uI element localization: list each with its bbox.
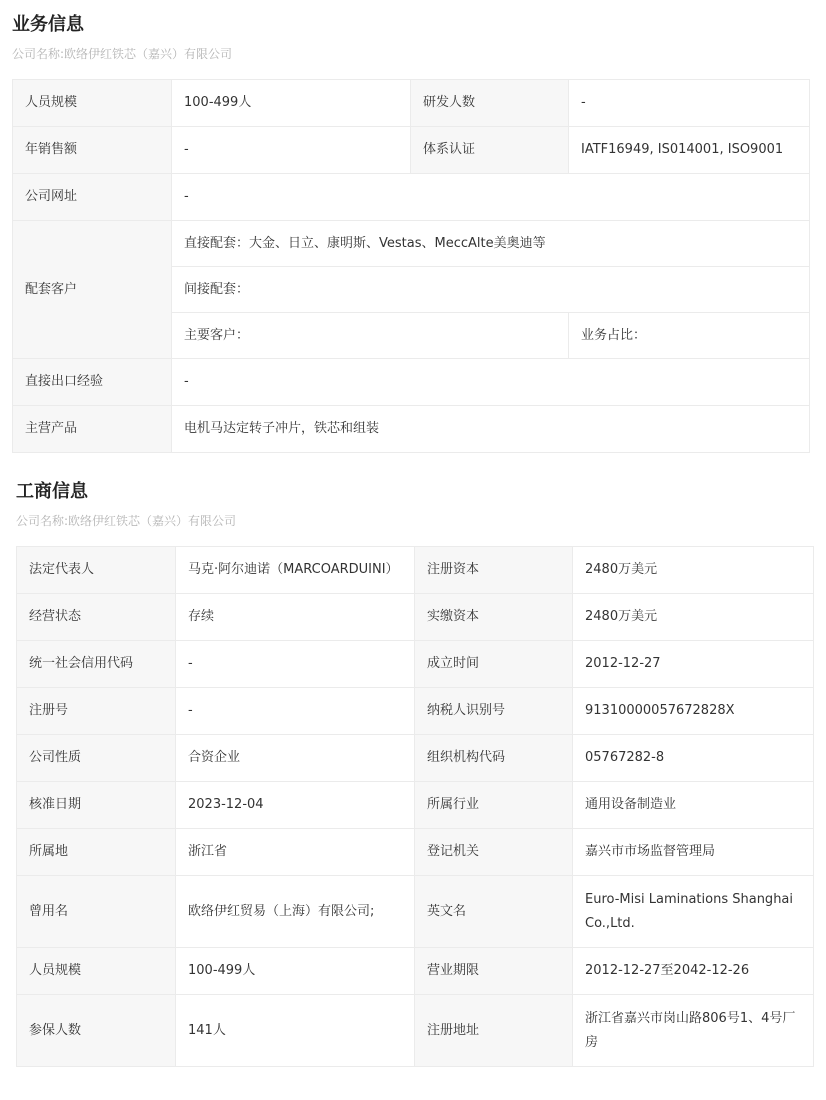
field-label: 所属行业 xyxy=(415,782,573,829)
table-row xyxy=(13,174,810,221)
field-label: 所属地 xyxy=(17,829,176,876)
table-row xyxy=(17,995,814,1067)
products-value: 电机马达定转子冲片，铁芯和组装 xyxy=(172,406,810,453)
field-value: 05767282-8 xyxy=(573,735,814,782)
table-row xyxy=(17,547,814,594)
field-value: 2012-12-27 xyxy=(573,641,814,688)
certification-value: IATF16949, IS014001, ISO9001 xyxy=(569,127,810,174)
indirect-customers-value: 间接配套： xyxy=(172,267,810,313)
field-label: 参保人数 xyxy=(17,995,176,1067)
field-label: 核准日期 xyxy=(17,782,176,829)
table-row xyxy=(13,80,810,127)
field-value: 存续 xyxy=(176,594,415,641)
rd-staff-label: 研发人数 xyxy=(411,80,569,127)
table-row xyxy=(17,594,814,641)
field-value: 嘉兴市市场监督管理局 xyxy=(573,829,814,876)
registry-info-table xyxy=(16,546,814,1067)
field-label: 经营状态 xyxy=(17,594,176,641)
table-row xyxy=(13,221,810,267)
field-label: 注册地址 xyxy=(415,995,573,1067)
field-value: 2023-12-04 xyxy=(176,782,415,829)
business-company-name: 公司名称:欧络伊红铁芯（嘉兴）有限公司 xyxy=(12,47,233,61)
field-value: 马克·阿尔迪诺（MARCOARDUINI） xyxy=(176,547,415,594)
table-row xyxy=(17,688,814,735)
field-label: 组织机构代码 xyxy=(415,735,573,782)
business-share-value: 业务占比： xyxy=(569,313,810,359)
business-section-title: 业务信息 xyxy=(12,14,84,35)
field-label: 成立时间 xyxy=(415,641,573,688)
registry-company-name: 公司名称:欧络伊红铁芯（嘉兴）有限公司 xyxy=(16,514,237,528)
field-value: 141人 xyxy=(176,995,415,1067)
field-value: 浙江省 xyxy=(176,829,415,876)
products-label: 主营产品 xyxy=(13,406,172,453)
table-row xyxy=(13,127,810,174)
export-value: - xyxy=(172,359,810,406)
field-label: 公司性质 xyxy=(17,735,176,782)
field-label: 曾用名 xyxy=(17,876,176,948)
field-value: 2480万美元 xyxy=(573,547,814,594)
field-label: 注册号 xyxy=(17,688,176,735)
customers-label: 配套客户 xyxy=(13,221,172,359)
field-value: 欧络伊红贸易（上海）有限公司; xyxy=(176,876,415,948)
table-row xyxy=(17,829,814,876)
field-label: 英文名 xyxy=(415,876,573,948)
table-row xyxy=(17,876,814,948)
staff-size-value: 100-499人 xyxy=(172,80,411,127)
field-label: 统一社会信用代码 xyxy=(17,641,176,688)
field-value: 通用设备制造业 xyxy=(573,782,814,829)
staff-size-label: 人员规模 xyxy=(13,80,172,127)
direct-customers-value: 直接配套：大金、日立、康明斯、Vestas、MeccAlte美奥迪等 xyxy=(172,221,810,267)
field-label: 登记机关 xyxy=(415,829,573,876)
field-label: 人员规模 xyxy=(17,948,176,995)
field-label: 实缴资本 xyxy=(415,594,573,641)
main-customers-value: 主要客户： xyxy=(172,313,569,359)
field-value: 91310000057672828X xyxy=(573,688,814,735)
field-value: - xyxy=(176,688,415,735)
field-label: 法定代表人 xyxy=(17,547,176,594)
rd-staff-value: - xyxy=(569,80,810,127)
field-value: 合资企业 xyxy=(176,735,415,782)
field-label: 纳税人识别号 xyxy=(415,688,573,735)
field-value: 100-499人 xyxy=(176,948,415,995)
table-row xyxy=(17,782,814,829)
field-label: 注册资本 xyxy=(415,547,573,594)
field-value: 2480万美元 xyxy=(573,594,814,641)
field-label: 营业期限 xyxy=(415,948,573,995)
field-value: 浙江省嘉兴市岗山路806号1、4号厂房 xyxy=(573,995,814,1067)
table-row xyxy=(17,735,814,782)
field-value: 2012-12-27至2042-12-26 xyxy=(573,948,814,995)
field-value: Euro-Misi Laminations Shanghai Co.,Ltd. xyxy=(573,876,814,948)
field-value: - xyxy=(176,641,415,688)
export-label: 直接出口经验 xyxy=(13,359,172,406)
annual-sales-label: 年销售额 xyxy=(13,127,172,174)
certification-label: 体系认证 xyxy=(411,127,569,174)
table-row xyxy=(17,948,814,995)
registry-section-title: 工商信息 xyxy=(16,481,88,502)
website-label: 公司网址 xyxy=(13,174,172,221)
annual-sales-value: - xyxy=(172,127,411,174)
website-value: - xyxy=(172,174,810,221)
table-row xyxy=(13,359,810,406)
table-row xyxy=(13,406,810,453)
table-row xyxy=(17,641,814,688)
business-info-table xyxy=(12,79,810,453)
